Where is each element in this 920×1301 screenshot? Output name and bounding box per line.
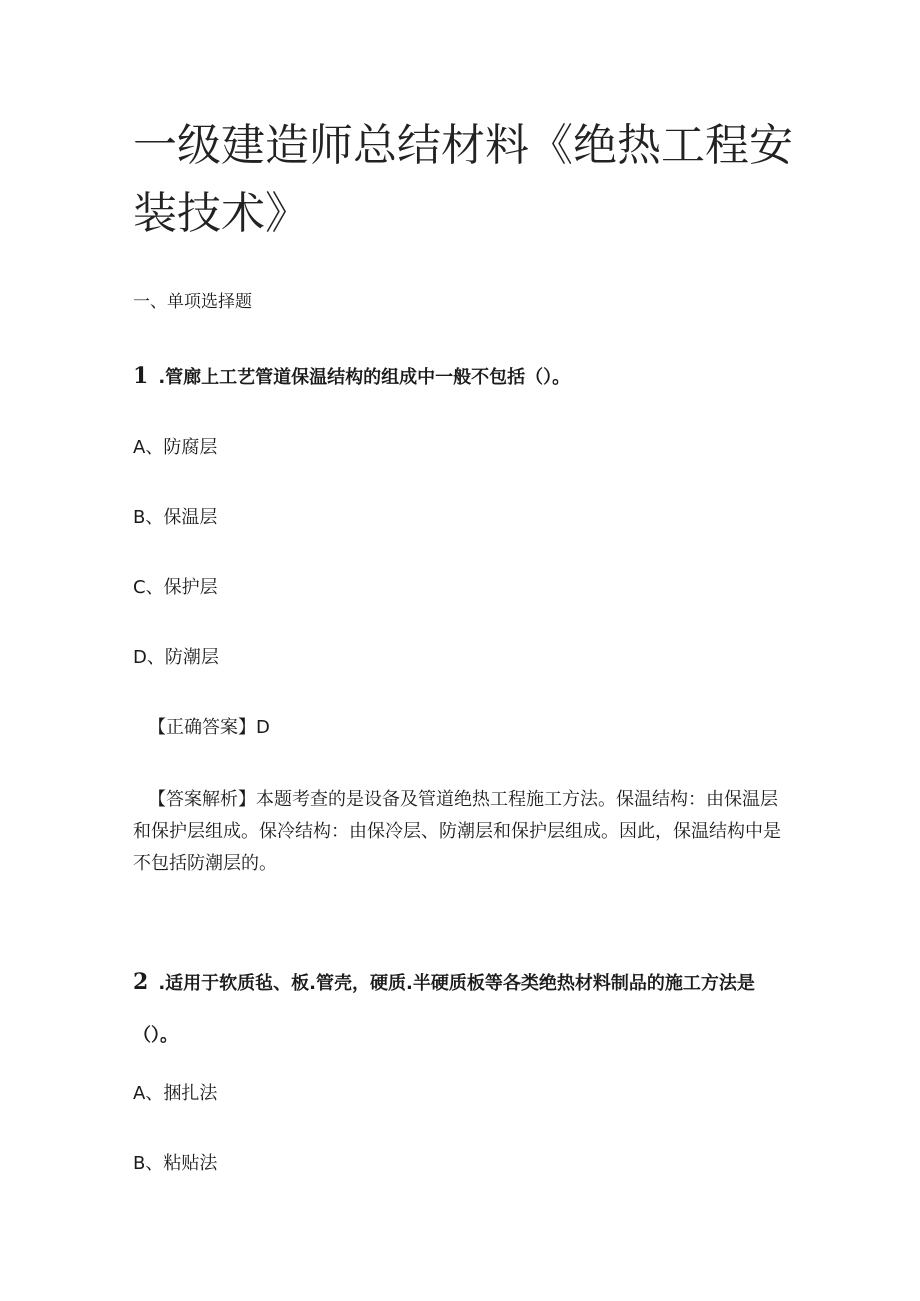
question-2	[133, 956, 793, 1062]
answer-explanation	[133, 784, 788, 880]
document-title: 一级建造师总结材料《绝热工程安装技术》	[133, 120, 793, 239]
option-b: B、粘贴法	[133, 1153, 218, 1174]
option-a: A、捆扎法	[133, 1083, 218, 1104]
question-number: 2	[133, 969, 149, 995]
section-heading: 一、单项选择题	[133, 292, 252, 312]
question-1	[133, 364, 570, 390]
explanation-text: 【答案解析】本题考查的是设备及管道绝热工程施工方法。保温结构：由保温层和保护层组成。保冷结构：由保冷层、防潮层和保护层组成。因此，保温结构中是不包括防潮层的。	[133, 789, 781, 874]
correct-answer: 【正确答案】D	[148, 717, 270, 738]
option-b: B、保温层	[133, 507, 218, 528]
question-text: .管廊上工艺管道保温结构的组成中一般不包括（）。	[158, 367, 571, 388]
question-number: 1	[133, 363, 149, 389]
option-c: C、保护层	[133, 577, 218, 598]
question-text: .适用于软质毡、板.管壳，硬质.半硬质板等各类绝热材料制品的施工方法是（）。	[133, 973, 755, 1046]
option-a: A、防腐层	[133, 437, 218, 458]
option-d: D、防潮层	[133, 647, 219, 668]
